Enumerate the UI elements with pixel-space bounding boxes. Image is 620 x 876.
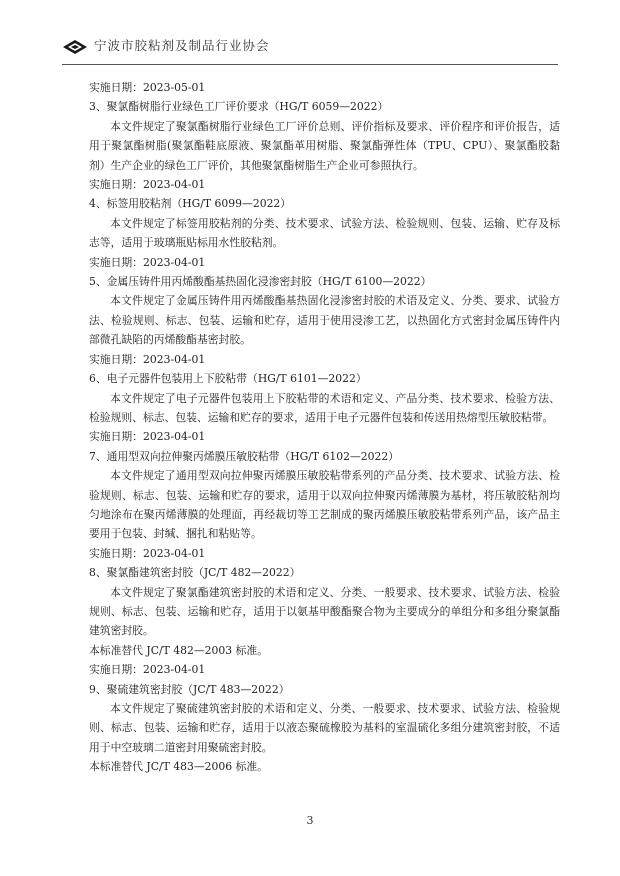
document-body <box>89 78 560 777</box>
body-line: 实施日期：2023-04-01 <box>89 430 206 444</box>
body-line: 8、聚氯酯建筑密封胶（JC/T 482—2022） <box>89 566 301 580</box>
body-line: 实施日期：2023-05-01 <box>89 81 206 94</box>
body-paragraph: 本文件规定了通用型双向拉伸聚丙烯膜压敏胶粘带系列的产品分类、技术要求、试验方法、检验规则、标志、包装、运输和贮存的要求，适用于以双向拉伸聚丙烯薄膜为基材，将压敏胶粘剂均匀地涂布在聚丙烯薄膜的处理面，再经裁切等工艺制成的聚丙烯膜压敏胶粘带系列产品，该产品主要用于包装、封缄、捆扎和粘贴等。 <box>89 469 560 541</box>
body-paragraph: 本文件规定了聚氯酯树脂行业绿色工厂评价总则、评价指标及要求、评价程序和评价报告，适用于聚氯酯树脂(聚氯酯鞋底原液、聚氯酯革用树脂、聚氯酯弹性体（TPU、CPU）、聚氯酯胶黏剂）生产企业的绿色工厂评价，其他聚氯酯树脂生产企业可参照执行。 <box>89 119 560 172</box>
body-line: 7、通用型双向拉伸聚丙烯膜压敏胶粘带（HG/T 6102—2022） <box>89 449 400 463</box>
body-line: 5、金属压铸件用丙烯酸酯基热固化浸渗密封胶（HG/T 6100—2022） <box>89 275 432 289</box>
organization-name: 宁波市胶粘剂及制品行业协会 <box>94 38 270 53</box>
body-line: 本标准替代 JC/T 482—2003 标准。 <box>89 643 268 657</box>
body-line: 9、聚硫建筑密封胶（JC/T 483—2022） <box>89 682 290 696</box>
body-line: 实施日期：2023-04-01 <box>89 352 206 366</box>
body-line: 3、聚氯酯树脂行业绿色工厂评价要求（HG/T 6059—2022） <box>89 100 389 114</box>
header-divider <box>62 64 558 65</box>
body-line: 实施日期：2023-04-01 <box>89 255 206 269</box>
body-line: 实施日期：2023-04-01 <box>89 663 206 677</box>
association-logo-icon <box>62 38 88 56</box>
body-paragraph: 本文件规定了聚氯酯建筑密封胶的术语和定义、分类、一般要求、技术要求、试验方法、检验规则、标志、包装、运输和贮存，适用于以氨基甲酸酯聚合物为主要成分的单组分和多组分聚氯酯建筑密封胶。 <box>89 585 560 638</box>
page-number: 3 <box>306 814 314 827</box>
body-line: 6、电子元器件包装用上下胶粘带（HG/T 6101—2022） <box>89 372 367 386</box>
body-paragraph: 本文件规定了电子元器件包装用上下胶粘带的术语和定义、产品分类、技术要求、检验方法、检验规则、标志、包装、运输和贮存的要求，适用于电子元器件包装和传送用热熔型压敏胶粘带。 <box>89 391 560 424</box>
body-paragraph: 本文件规定了金属压铸件用丙烯酸酯基热固化浸渗密封胶的术语及定义、分类、要求、试验方法、检验规则、标志、包装、运输和贮存，适用于使用浸渗工艺，以热固化方式密封金属压铸件内部微孔缺陷的丙烯酸酯基密封胶。 <box>89 294 560 347</box>
body-paragraph: 本文件规定了聚硫建筑密封胶的术语和定义、分类、一般要求、技术要求、试验方法、检验规则、标志、包装、运输和贮存，适用于以液态聚硫橡胶为基料的室温硫化多组分建筑密封胶，不适用于中空玻璃二道密封用聚硫密封胶。 <box>89 702 560 754</box>
body-line: 本标准替代 JC/T 483—2006 标准。 <box>89 760 268 774</box>
page-header <box>62 34 562 60</box>
body-line: 实施日期：2023-04-01 <box>89 546 206 560</box>
body-line: 4、标签用胶粘剂（HG/T 6099—2022） <box>89 197 292 211</box>
body-line: 实施日期：2023-04-01 <box>89 178 206 192</box>
body-paragraph: 本文件规定了标签用胶粘剂的分类、技术要求、试验方法、检验规则、包装、运输、贮存及标志等，适用于玻璃瓶贴标用水性胶粘剂。 <box>89 216 560 250</box>
